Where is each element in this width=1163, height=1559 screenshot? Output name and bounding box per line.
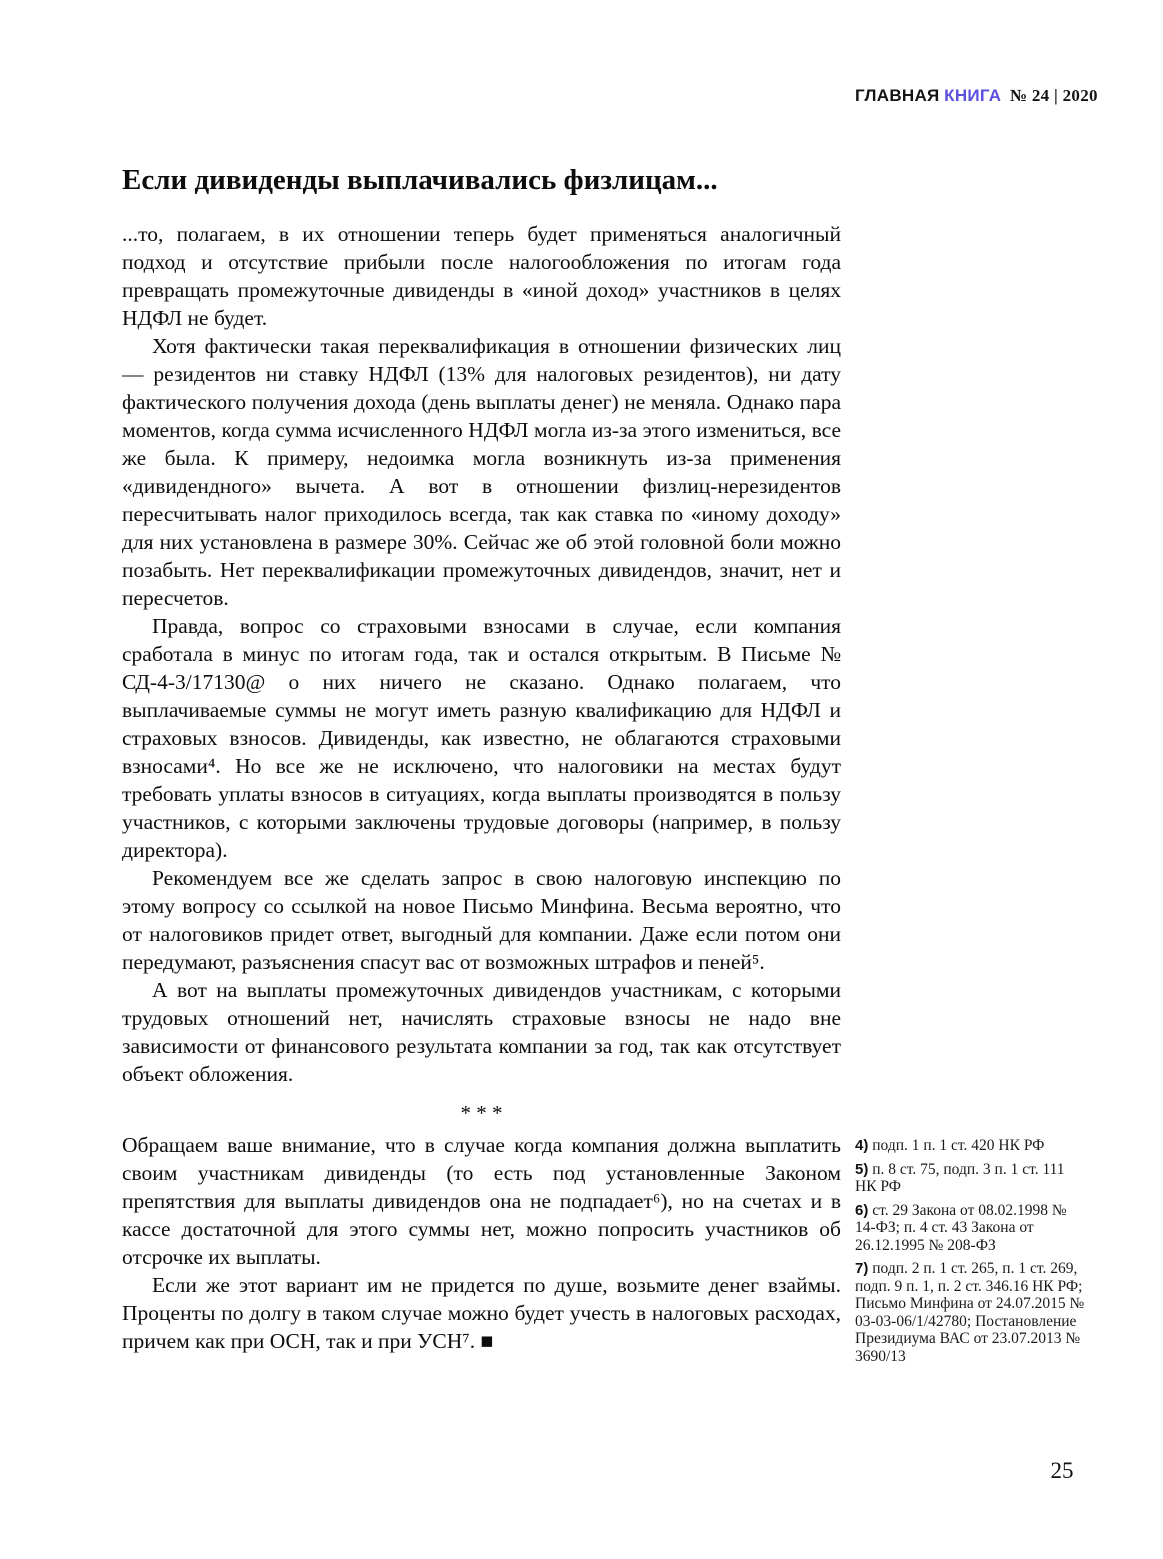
footnote-text: подп. 1 п. 1 ст. 420 НК РФ: [872, 1137, 1045, 1154]
footnote-text: подп. 2 п. 1 ст. 265, п. 1 ст. 269, подп. 9 п. 1, п. 2 ст. 346.16 НК РФ; Письмо Минфина от 24.07.2015 № 03-03-06/1/42780; Постановление Президиума ВАС от 23.07.2013 № 3690/13: [855, 1260, 1085, 1365]
footnote-text: ст. 29 Закона от 08.02.1998 № 14-ФЗ; п. 4 ст. 43 Закона от 26.12.1995 № 208-ФЗ: [855, 1201, 1067, 1254]
section-separator: * * *: [460, 1101, 503, 1125]
paragraph: ...то, полагаем, в их отношении теперь будет применяться аналогичный подход и отсутствие прибыли после налогообложения по итогам года превращать промежуточные дивиденды в «иной доход» участников в целях НДФЛ не будет.: [122, 222, 841, 330]
footnote-number: 7): [855, 1260, 869, 1277]
paragraph: Хотя фактически такая переквалификация в отношении физических лиц — резидентов ни ставку НДФЛ (13% для налоговых резидентов), ни дату фактического получения дохода (день выплаты денег) не меняла. Однако пара моментов, когда сумма исчисленного НДФЛ могла из-за этого измениться, все же была. К примеру, недоимка могла возникнуть из-за применения «дивидендного» вычета. А вот в отношении физлиц-нерезидентов пересчитывать налог приходилось всегда, так как ставка по «иному доходу» для них установлена в размере 30%. Сейчас же об этой головной боли можно позабыть. Нет переквалификации промежуточных дивидендов, значит, нет и пересчетов.: [122, 334, 841, 610]
paragraph: А вот на выплаты промежуточных дивидендов участникам, с которыми трудовых отношений нет, начислять страховые взносы не надо вне зависимости от финансового результата компании за год, так как отсутствует объект обложения.: [122, 978, 841, 1086]
footnotes-sidebar: [855, 1137, 1087, 1371]
paragraph: Обращаем ваше внимание, что в случае когда компания должна выплатить своим участникам дивиденды (то есть под установленные Законом препятствия для выплаты дивидендов она не подпадает⁶), но на счетах и в кассе достаточной для этого суммы нет, можно попросить участников об отсрочке их выплаты.: [122, 1133, 841, 1269]
issue-number: № 24 | 2020: [1009, 86, 1098, 105]
footnote: [855, 1202, 1087, 1255]
footnote: [855, 1161, 1087, 1196]
magazine-name-part1: ГЛАВНАЯ: [855, 86, 940, 105]
article-body: [122, 163, 841, 1355]
footnote-number: 6): [855, 1201, 869, 1219]
footnote-number: 4): [855, 1137, 869, 1154]
footnote-text: п. 8 ст. 75, подп. 3 п. 1 ст. 111 НК РФ: [855, 1160, 1065, 1195]
masthead: [855, 86, 1098, 106]
paragraph: Если же этот вариант им не придется по душе, возьмите денег взаймы. Проценты по долгу в таком случае можно будет учесть в налоговых расходах, причем как при ОСН, так и при УСН⁷. ■: [122, 1273, 841, 1353]
footnote: [855, 1260, 1087, 1365]
magazine-name-part2: КНИГА: [944, 86, 1002, 105]
footnote: [855, 1137, 1087, 1155]
paragraph: Рекомендуем все же сделать запрос в свою налоговую инспекцию по этому вопросу со ссылкой на новое Письмо Минфина. Весьма вероятно, что от налоговиков придет ответ, выгодный для компании. Даже если потом они передумают, разъяснения спасут вас от возможных штрафов и пеней⁵.: [122, 866, 841, 974]
article-title: Если дивиденды выплачивались физлицам...: [122, 164, 718, 196]
paragraph: Правда, вопрос со страховыми взносами в случае, если компания сработала в минус по итогам года, так и остался открытым. В Письме № СД-4-3/17130@ о них ничего не сказано. Однако полагаем, что выплачиваемые суммы не могут иметь разную квалификацию для НДФЛ и страховых взносов. Дивиденды, как известно, не облагаются страховыми взносами⁴. Но все же не исключено, что налоговики на местах будут требовать уплаты взносов в ситуациях, когда выплаты производятся в пользу участников, с которыми заключены трудовые договоры (например, в пользу директора).: [122, 614, 841, 862]
footnote-number: 5): [855, 1160, 869, 1178]
page-number: 25: [1050, 1458, 1074, 1483]
